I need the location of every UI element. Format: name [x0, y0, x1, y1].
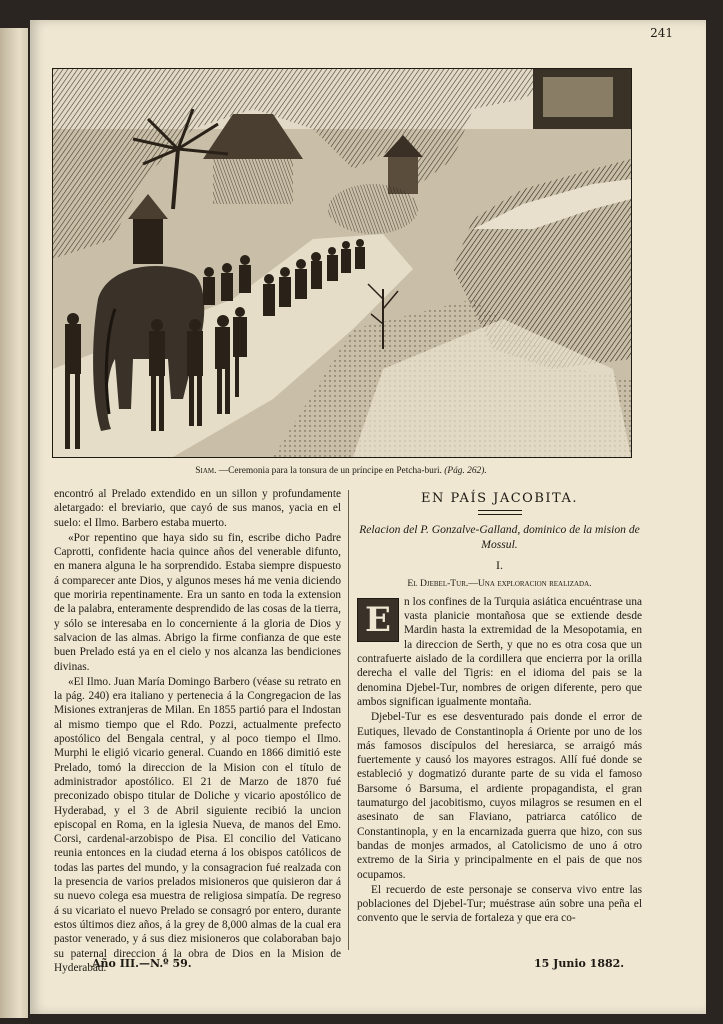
- issue-date: 15 Junio 1882.: [534, 957, 625, 970]
- article-title: EN PAÍS JACOBITA.: [421, 491, 578, 506]
- left-paragraph: «El Ilmo. Juan María Domingo Barbero (véase su retrato en la pág. 240) era italiano y pertenecia á la Congregacion de las Misiones extranjeras de Milan. En 1855 partió para el Indostan al mismo tiempo que el Rdo. Pozzi, actualmente prefecto apostólico del Bengala central, y al poco tiempo el Ilmo. Murphi le eligió vicario general. Cuando en 1866 dimitió este Prelado, tomó la direccion de la Mision con el título de administrador apostólico. El 21 de Marzo de 1870 fué preconizado obispo titular de Doliche y vicario apostólico de Hyderabad, y el 3 de Abril siguiente recibió la uncion episcopal en Roma, en la iglesia Nueva, de manos del Emo. Corsi, cardenal-arzobispo de Pisa. El concilio del Vaticano reunia entonces en la ciudad eterna á los obispos católicos de todas las partes del mundo, y la consagracion fué realzada con la presencia de varios prelados misioneros que quisieron dar á su nuevo colega esa muestra de religiosa simpatía. De regreso á su vicariato el nuevo Prelado se consagró por entero, durante estos últimos diez años, á la grey de 8,000 almas de la cual era pastor venerado, y á sus diez misioneros que colaboraban bajo su paternal direccion á la obra de Dios en la Mision de Hyderabad.: [54, 675, 341, 974]
- column-divider: [348, 490, 349, 950]
- left-paragraph: «Por repentino que haya sido su fin, escribe dicho Padre Caprotti, confidente hacia quince años del venerable difunto, en manera alguna le ha sorprendido. Estaba siempre dispuesto á comparecer ante Dios, y algunos meses há me venia diciendo que moriria repentinamente. Era un santo en toda la extension de la palabra, enteramente desprendido de las cosas de la tierra, y sólo se interesaba en lo concerniente á la gloria de Dios y salvacion de las almas. Abrigo la firme confianza de que este buen Prelado está ya en el cielo y nos alcanza las bendiciones divinas.: [54, 531, 341, 673]
- right-column: [357, 487, 642, 927]
- facing-page-edge: [0, 28, 28, 1018]
- article-paragraph-text: n los confines de la Turquia asiática encuéntrase una vasta planicie montañosa que se extiende desde Mardin hasta la extremidad de la Mesopotamia, en la direccion de Serth, y que no es otra cosa que un contrafuerte aislado de la cordillera que encierra por la orilla derecha el valle del Tigris: en el idioma del pais se la denomina Djebel-Tur, nombres de origen diferente, pero que ambos significan igualmente montaña.: [357, 595, 642, 708]
- caption-page-ref: (Pág. 262).: [444, 466, 487, 476]
- article-paragraph: El recuerdo de este personaje se conserva vivo entre las poblaciones del Djebel-Tur; muéstrase aún sobre una peña el convento que le servia de fortaleza y que era co-: [357, 883, 642, 925]
- article-paragraph: Djebel-Tur es ese desventurado pais donde el error de Eutiques, llevado de Constantinopla á Oriente por uno de los más famosos discípulos del heresiarca, se arraigó más fuertemente y causó los mayores estragos. Allí fué donde se estableció y dogmatizó durante parte de su vida el famoso Barsome ó Barsuma, el ardiente propagandista, el gran taumaturgo del jacobitismo, cuyos milagros se resumen en el asesinato de san Flaviano, patriarca católico de Constantinopla, y en la encarnizada guerra que hizo, con sus bandas de monjes armados, al Catolicismo de uno á otro extremo de la Siria y principalmente en el pais de que nos ocupamos.: [357, 711, 642, 881]
- section-heading: El Djebel-Tur.—Una exploracion realizada.: [407, 577, 592, 589]
- issue-number: Año III.—N.º 59.: [92, 957, 192, 970]
- title-rule: [478, 510, 522, 515]
- drop-cap-letter: E: [357, 598, 399, 642]
- left-paragraph: encontró al Prelado extendido en un sillon y profundamente aletargado: el breviario, que cayó de sus manos, yacia en el suelo: el Ilmo. Barbero estaba muerto.: [54, 488, 341, 529]
- section-number: I.: [496, 558, 503, 573]
- page-number: 241: [650, 26, 673, 40]
- illustration-caption: [52, 466, 630, 476]
- caption-place: Siam.: [195, 466, 217, 476]
- article-paragraph: [357, 595, 642, 709]
- article-subtitle: Relacion del P. Gonzalve-Galland, dominico de la mision de Mossul.: [359, 523, 640, 552]
- engraving-illustration: [52, 68, 632, 458]
- caption-text: —Ceremonia para la tonsura de un príncipe en Petcha-buri.: [218, 466, 442, 476]
- left-column: [54, 487, 341, 976]
- engraving-scene: [53, 69, 631, 457]
